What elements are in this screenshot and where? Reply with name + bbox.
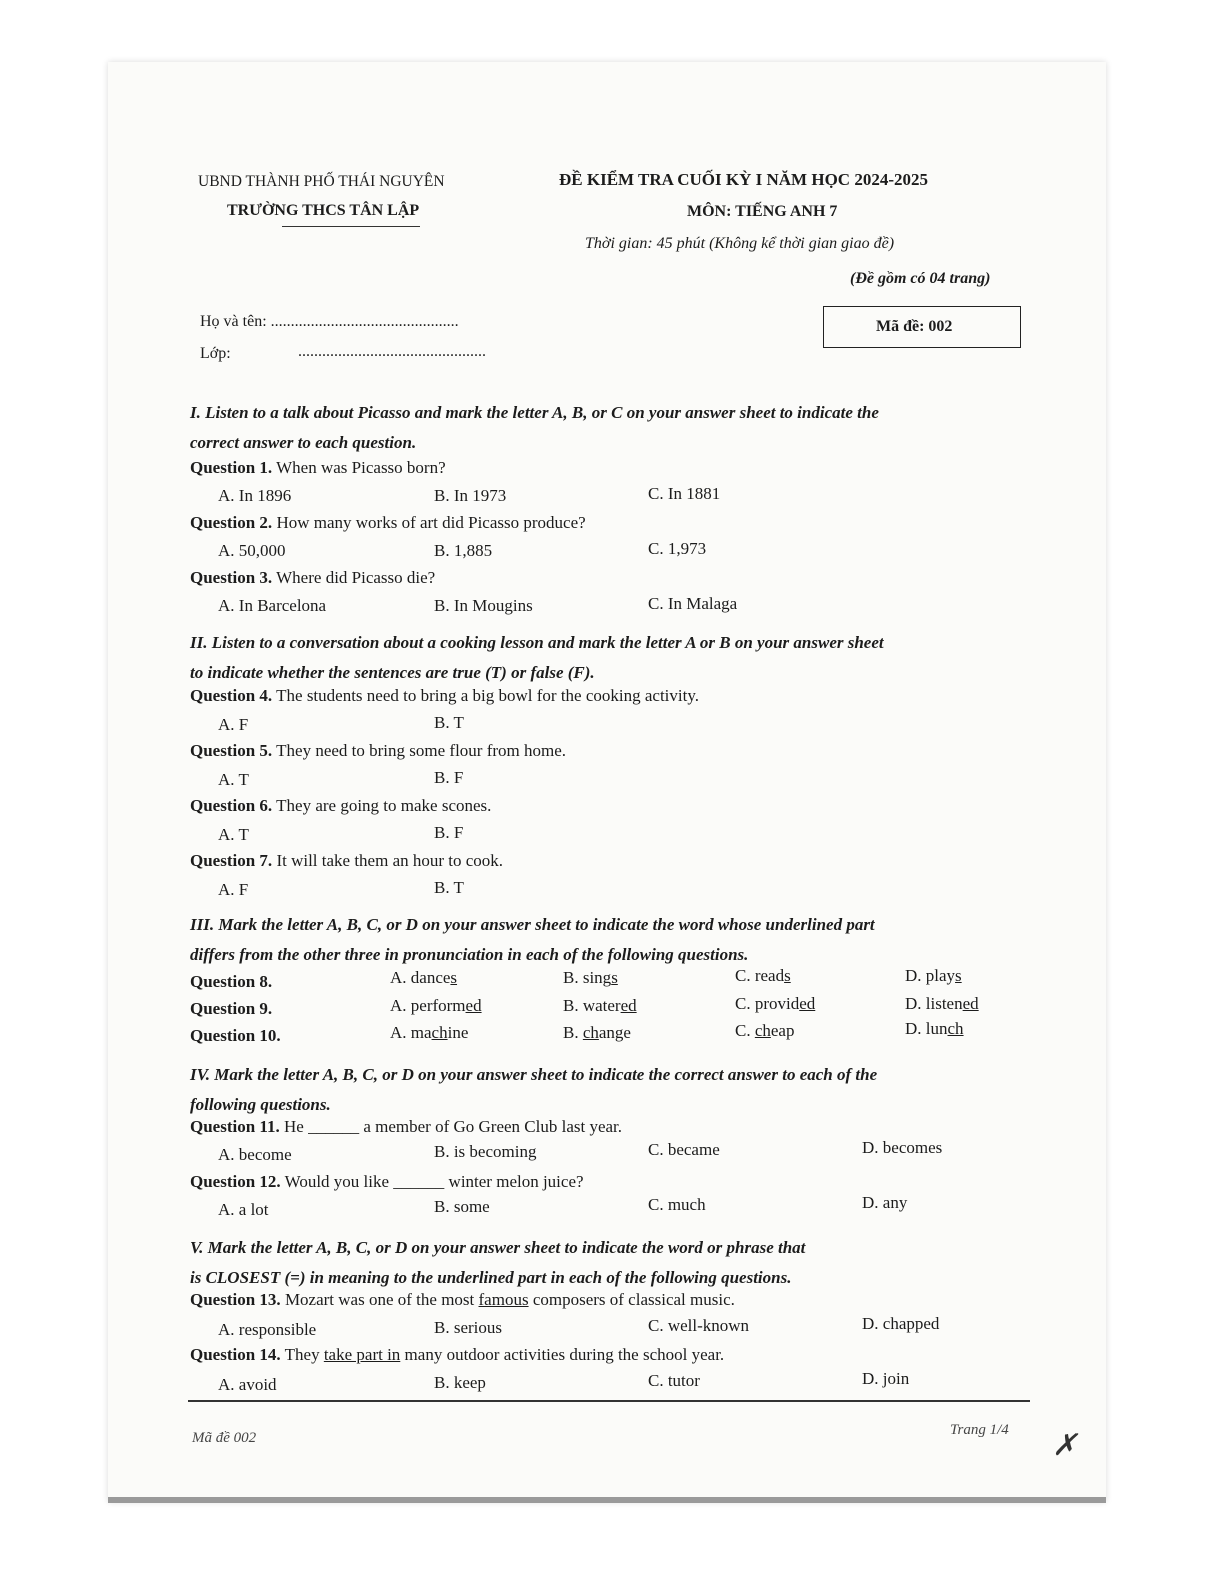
question-text: Mozart was one of the most <box>284 1290 475 1309</box>
q10-option-a <box>390 1023 468 1043</box>
q7-option-a: A. F <box>218 880 249 899</box>
q14-option-c: C. tutor <box>648 1371 700 1390</box>
underlined-part: ed <box>799 994 816 1013</box>
underlined-part: ed <box>465 996 482 1015</box>
underlined-part: ed <box>962 994 979 1013</box>
question-4 <box>190 686 699 706</box>
option-text: A. dance <box>390 968 451 987</box>
q11-option-d: D. becomes <box>862 1138 943 1157</box>
option-text: B. sing <box>563 968 612 987</box>
exam-code: Mã đề: 002 <box>876 318 953 335</box>
question-7 <box>190 851 503 871</box>
question-label: Question 11. <box>190 1117 280 1136</box>
section-4-instructions <box>190 1060 1030 1120</box>
q9-option-b <box>563 996 637 1016</box>
q4-option-a: A. F <box>218 715 249 734</box>
section-2-line2: to indicate whether the sentences are true (T) or false (F). <box>190 663 595 682</box>
q13-option-d: D. chapped <box>862 1314 940 1333</box>
q3-option-a: A. In Barcelona <box>218 596 327 615</box>
underlined-part: s <box>955 966 962 985</box>
question-text: many outdoor activities during the school year. <box>404 1345 725 1364</box>
q12-option-a: A. a lot <box>218 1200 269 1219</box>
option-text: ine <box>447 1023 469 1042</box>
q12-option-d: D. any <box>862 1193 908 1212</box>
question-label: Question 6. <box>190 796 273 815</box>
question-1 <box>190 458 446 478</box>
question-text: It will take them an hour to cook. <box>276 851 504 870</box>
q14-option-b: B. keep <box>434 1373 486 1392</box>
underlined-part: ch <box>754 1021 771 1040</box>
question-13 <box>190 1290 735 1310</box>
q1-option-b: B. In 1973 <box>434 486 507 505</box>
q7-option-b: B. T <box>434 878 464 897</box>
q1-option-c: C. In 1881 <box>648 484 721 503</box>
pages-note: (Đề gồm có 04 trang) <box>850 270 991 287</box>
question-text: composers of classical music. <box>532 1290 735 1309</box>
option-text: D. listen <box>905 994 963 1013</box>
q3-option-b: B. In Mougins <box>434 596 533 615</box>
q13-option-c: C. well-known <box>648 1316 750 1335</box>
question-14 <box>190 1345 724 1365</box>
section-5-line2: is CLOSEST (=) in meaning to the underlined part in each of the following questions. <box>190 1268 792 1287</box>
question-label: Question 12. <box>190 1172 281 1191</box>
question-8-label: Question 8. <box>190 972 273 991</box>
q5-option-b: B. F <box>434 768 464 787</box>
q9-option-c <box>735 994 815 1014</box>
q13-option-a: A. responsible <box>218 1320 317 1339</box>
option-text: C. provid <box>735 994 800 1013</box>
q8-option-b <box>563 968 618 988</box>
q6-option-a: A. T <box>218 825 249 844</box>
section-4-line1: IV. Mark the letter A, B, C, or D on your answer sheet to indicate the correct answer to each of the <box>190 1065 878 1084</box>
footer-rule <box>188 1400 1030 1402</box>
section-4-line2: following questions. <box>190 1095 331 1114</box>
q11-option-b: B. is becoming <box>434 1142 537 1161</box>
underlined-part: s <box>784 966 791 985</box>
option-text: C. read <box>735 966 785 985</box>
signature-mark: ✗ <box>1052 1429 1078 1462</box>
underlined-phrase: famous <box>478 1290 529 1309</box>
student-class-field: ............................................... <box>298 343 486 360</box>
question-label: Question 13. <box>190 1290 281 1309</box>
q6-option-b: B. F <box>434 823 464 842</box>
header-authority: UBND THÀNH PHỐ THÁI NGUYÊN <box>198 173 445 190</box>
q2-option-c: C. 1,973 <box>648 539 707 558</box>
underlined-part: ch <box>431 1023 448 1042</box>
q5-option-a: A. T <box>218 770 249 789</box>
section-3-instructions <box>190 910 1030 970</box>
question-text: How many works of art did Picasso produce? <box>276 513 586 532</box>
question-2 <box>190 513 586 533</box>
q10-option-c <box>735 1021 794 1041</box>
q9-option-a <box>390 996 482 1016</box>
school-underline <box>282 226 420 227</box>
q10-option-b <box>563 1023 631 1043</box>
question-label: Question 7. <box>190 851 273 870</box>
question-label: Question 14. <box>190 1345 281 1364</box>
option-text: B. <box>563 1023 583 1042</box>
underlined-part: ch <box>947 1019 964 1038</box>
question-text: They <box>284 1345 320 1364</box>
q9-option-d <box>905 994 979 1014</box>
question-label: Question 4. <box>190 686 273 705</box>
q14-option-d: D. join <box>862 1369 910 1388</box>
option-text: A. ma <box>390 1023 432 1042</box>
question-label: Question 1. <box>190 458 273 477</box>
question-text: They need to bring some flour from home. <box>276 741 567 760</box>
q8-option-c <box>735 966 791 986</box>
option-text: A. perform <box>390 996 466 1015</box>
option-text: D. play <box>905 966 956 985</box>
question-6 <box>190 796 491 816</box>
underlined-part: ed <box>620 996 637 1015</box>
underlined-phrase: take part in <box>323 1345 401 1364</box>
scan-edge <box>108 1497 1106 1503</box>
q2-option-a: A. 50,000 <box>218 541 286 560</box>
section-5-line1: V. Mark the letter A, B, C, or D on your answer sheet to indicate the word or phrase that <box>190 1238 806 1257</box>
option-text: B. water <box>563 996 621 1015</box>
exam-time: Thời gian: 45 phút (Không kể thời gian giao đề) <box>585 235 895 252</box>
question-3 <box>190 568 435 588</box>
option-text: C. <box>735 1021 755 1040</box>
question-text: The students need to bring a big bowl for the cooking activity. <box>276 686 699 705</box>
question-text: Where did Picasso die? <box>276 568 436 587</box>
option-text: D. lun <box>905 1019 948 1038</box>
student-class-label: Lớp: <box>200 345 231 362</box>
header-school: TRƯỜNG THCS TÂN LẬP <box>227 202 420 219</box>
section-5-instructions <box>190 1233 1030 1293</box>
question-text: Would you like ______ winter melon juice? <box>284 1172 584 1191</box>
question-label: Question 2. <box>190 513 273 532</box>
option-text: eap <box>770 1021 795 1040</box>
section-1-line1: I. Listen to a talk about Picasso and mark the letter A, B, or C on your answer sheet to indicate the <box>190 403 879 422</box>
q11-option-c: C. became <box>648 1140 720 1159</box>
q14-option-a: A. avoid <box>218 1375 277 1394</box>
question-10-label: Question 10. <box>190 1026 281 1045</box>
question-text: He ______ a member of Go Green Club last year. <box>284 1117 623 1136</box>
question-9-label: Question 9. <box>190 999 273 1018</box>
underlined-part: s <box>611 968 618 987</box>
exam-title: ĐỀ KIỂM TRA CUỐI KỲ I NĂM HỌC 2024-2025 <box>559 170 928 189</box>
section-1-instructions <box>190 398 1030 458</box>
section-3-line2: differs from the other three in pronunciation in each of the following questions. <box>190 945 749 964</box>
underlined-part: s <box>450 968 458 987</box>
section-2-instructions <box>190 628 1030 688</box>
section-2-line1: II. Listen to a conversation about a cooking lesson and mark the letter A or B on your answer sheet <box>190 633 884 652</box>
option-text: ange <box>598 1023 631 1042</box>
q1-option-a: A. In 1896 <box>218 486 292 505</box>
q11-option-a: A. become <box>218 1145 292 1164</box>
question-11 <box>190 1117 622 1137</box>
question-12 <box>190 1172 584 1192</box>
question-text: When was Picasso born? <box>276 458 446 477</box>
q12-option-c: C. much <box>648 1195 706 1214</box>
footer-code: Mã đề 002 <box>192 1430 257 1446</box>
q12-option-b: B. some <box>434 1197 490 1216</box>
q8-option-a <box>390 968 457 988</box>
exam-subject: MÔN: TIẾNG ANH 7 <box>687 203 838 220</box>
section-1-line2: correct answer to each question. <box>190 433 417 452</box>
q13-option-b: B. serious <box>434 1318 502 1337</box>
question-label: Question 5. <box>190 741 273 760</box>
underlined-part: ch <box>582 1023 599 1042</box>
q8-option-d <box>905 966 962 986</box>
question-label: Question 3. <box>190 568 273 587</box>
section-3-line1: III. Mark the letter A, B, C, or D on your answer sheet to indicate the word whose underlined part <box>190 915 875 934</box>
question-5 <box>190 741 566 761</box>
q4-option-b: B. T <box>434 713 464 732</box>
student-name-field: Họ và tên: ............................................... <box>200 313 459 330</box>
q2-option-b: B. 1,885 <box>434 541 493 560</box>
q10-option-d <box>905 1019 964 1039</box>
footer-page-number: Trang 1/4 <box>950 1422 1009 1438</box>
q3-option-c: C. In Malaga <box>648 594 738 613</box>
question-text: They are going to make scones. <box>276 796 492 815</box>
